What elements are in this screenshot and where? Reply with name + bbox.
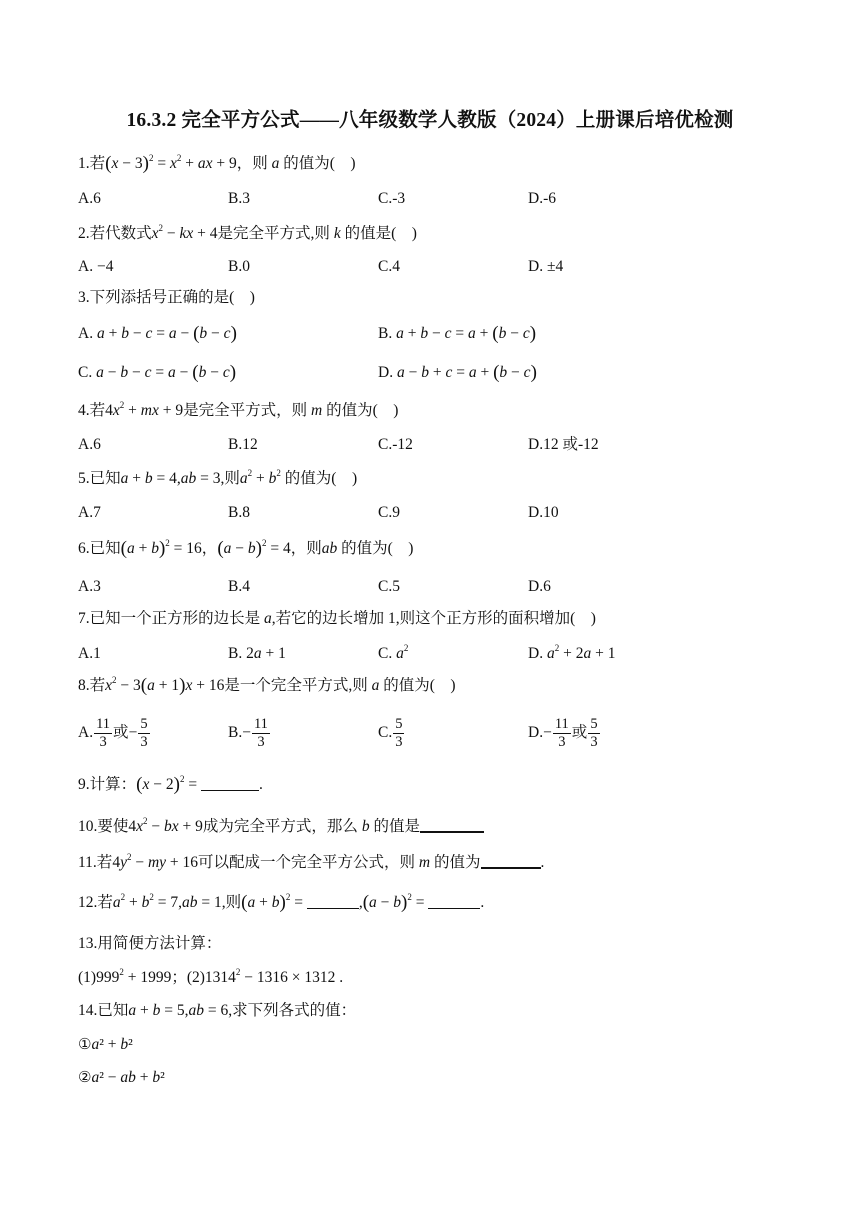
- question-4: 4.若$4x^2$ + mx + 9是完全平方式，则 m 的值为( ): [78, 400, 399, 419]
- q5-option-b[interactable]: B.8: [228, 504, 250, 521]
- q2-option-b[interactable]: B.0: [228, 258, 250, 275]
- question-7: 7.已知一个正方形的边长是 a,若它的边长增加 1,则这个正方形的面积增加( ): [78, 610, 596, 627]
- q10-answer-blank[interactable]: [420, 815, 484, 833]
- q7-option-a[interactable]: A.1: [78, 645, 101, 662]
- q6-option-c[interactable]: C.5: [378, 578, 400, 595]
- question-14-part-2: ②a² − ab + b²: [78, 1068, 165, 1086]
- question-9: 9.计算：$(x - 2)^2$ = .: [78, 774, 263, 795]
- question-8: 8.若$x^2 - 3(a + 1)x + 16$是一个完全平方式,则 a 的值为( ): [78, 675, 456, 696]
- q5-option-a[interactable]: A.7: [78, 504, 101, 521]
- q8-option-c[interactable]: C. $\frac{5}{3}$: [378, 716, 403, 750]
- question-12: 12.若$a^2 + b^2 = 7,ab = 1$,则$(a + b)^2 = ,(a - b)^2$ = .: [78, 892, 485, 913]
- q7-option-b[interactable]: B. 2a + 1: [228, 645, 286, 662]
- question-13: 13.用简便方法计算：: [78, 935, 222, 952]
- q8-option-a[interactable]: A. $\frac{11}{3}$ 或− $\frac{5}{3}$: [78, 716, 148, 750]
- q5-option-d[interactable]: D.10: [528, 504, 559, 521]
- q1-option-b[interactable]: B.3: [228, 190, 250, 207]
- q4-option-b[interactable]: B.12: [228, 436, 258, 453]
- question-13-parts: $(1)999^2 + 1999$；$(2)1314^2 - 1316 \times 1312$ .: [78, 967, 344, 986]
- question-14-part-1: ①a² + b²: [78, 1035, 133, 1053]
- q5-option-c[interactable]: C.9: [378, 504, 400, 521]
- q4-option-d[interactable]: D.12 或-12: [528, 436, 599, 453]
- q8-option-b[interactable]: B.− $\frac{11}{3}$: [228, 716, 268, 750]
- q11-answer-blank[interactable]: [481, 851, 541, 869]
- question-6: 6.已知$(a + b)^2 = 16$，$(a - b)^2 = 4$，则ab 的值为( ): [78, 538, 414, 559]
- question-2: 2.若代数式$x^2$ − kx + 4是完全平方式,则 k 的值是( ): [78, 223, 417, 242]
- q1-option-d[interactable]: D.-6: [528, 190, 556, 207]
- q8-option-d[interactable]: D.− $\frac{11}{3}$ 或 $\frac{5}{3}$: [528, 716, 598, 750]
- q9-answer-blank[interactable]: [201, 774, 259, 791]
- q6-option-b[interactable]: B.4: [228, 578, 250, 595]
- q7-option-c[interactable]: C. $a^2$: [378, 643, 409, 662]
- q2-option-d[interactable]: D. ±4: [528, 258, 564, 275]
- q12-answer-blank-1[interactable]: [307, 892, 359, 909]
- q2-option-a[interactable]: A. −4: [78, 258, 114, 275]
- q4-option-c[interactable]: C.-12: [378, 436, 413, 453]
- q1-option-c[interactable]: C.-3: [378, 190, 406, 207]
- question-3: 3.下列添括号正确的是( ): [78, 289, 255, 306]
- q6-option-d[interactable]: D.6: [528, 578, 551, 595]
- q3-option-d[interactable]: D. a − b + c = a + (b − c): [378, 362, 537, 383]
- q3-option-c[interactable]: C. a − b − c = a − (b − c): [78, 362, 237, 383]
- question-14: 14.已知a + b = 5,ab = 6,求下列各式的值：: [78, 1002, 357, 1019]
- q3-option-b[interactable]: B. a + b − c = a + (b − c): [378, 323, 537, 344]
- q7-option-d[interactable]: D. $a^2 + 2a + 1$: [528, 643, 616, 662]
- q6-option-a[interactable]: A.3: [78, 578, 101, 595]
- question-1: 1.若$(x - 3)^2 = x^2$ + ax + 9，则 a 的值为( ): [78, 153, 356, 174]
- question-5: 5.已知a + b = 4,ab = 3,则$a^2 + b^2$ 的值为( ): [78, 468, 358, 487]
- page-title: 16.3.2 完全平方公式——八年级数学人教版（2024）上册课后培优检测: [126, 110, 734, 131]
- q1-option-a[interactable]: A.6: [78, 190, 101, 207]
- q3-option-a[interactable]: A. a + b − c = a − (b − c): [78, 323, 237, 344]
- question-10: 10.要使$4x^2$ − bx + 9成为完全平方式，那么 b 的值是: [78, 815, 484, 838]
- question-11: 11.若$4y^2$ − my + 16可以配成一个完全平方公式，则 m 的值为 .: [78, 852, 545, 871]
- q2-option-c[interactable]: C.4: [378, 258, 400, 275]
- q4-option-a[interactable]: A.6: [78, 436, 101, 453]
- q12-answer-blank-2[interactable]: [428, 892, 480, 909]
